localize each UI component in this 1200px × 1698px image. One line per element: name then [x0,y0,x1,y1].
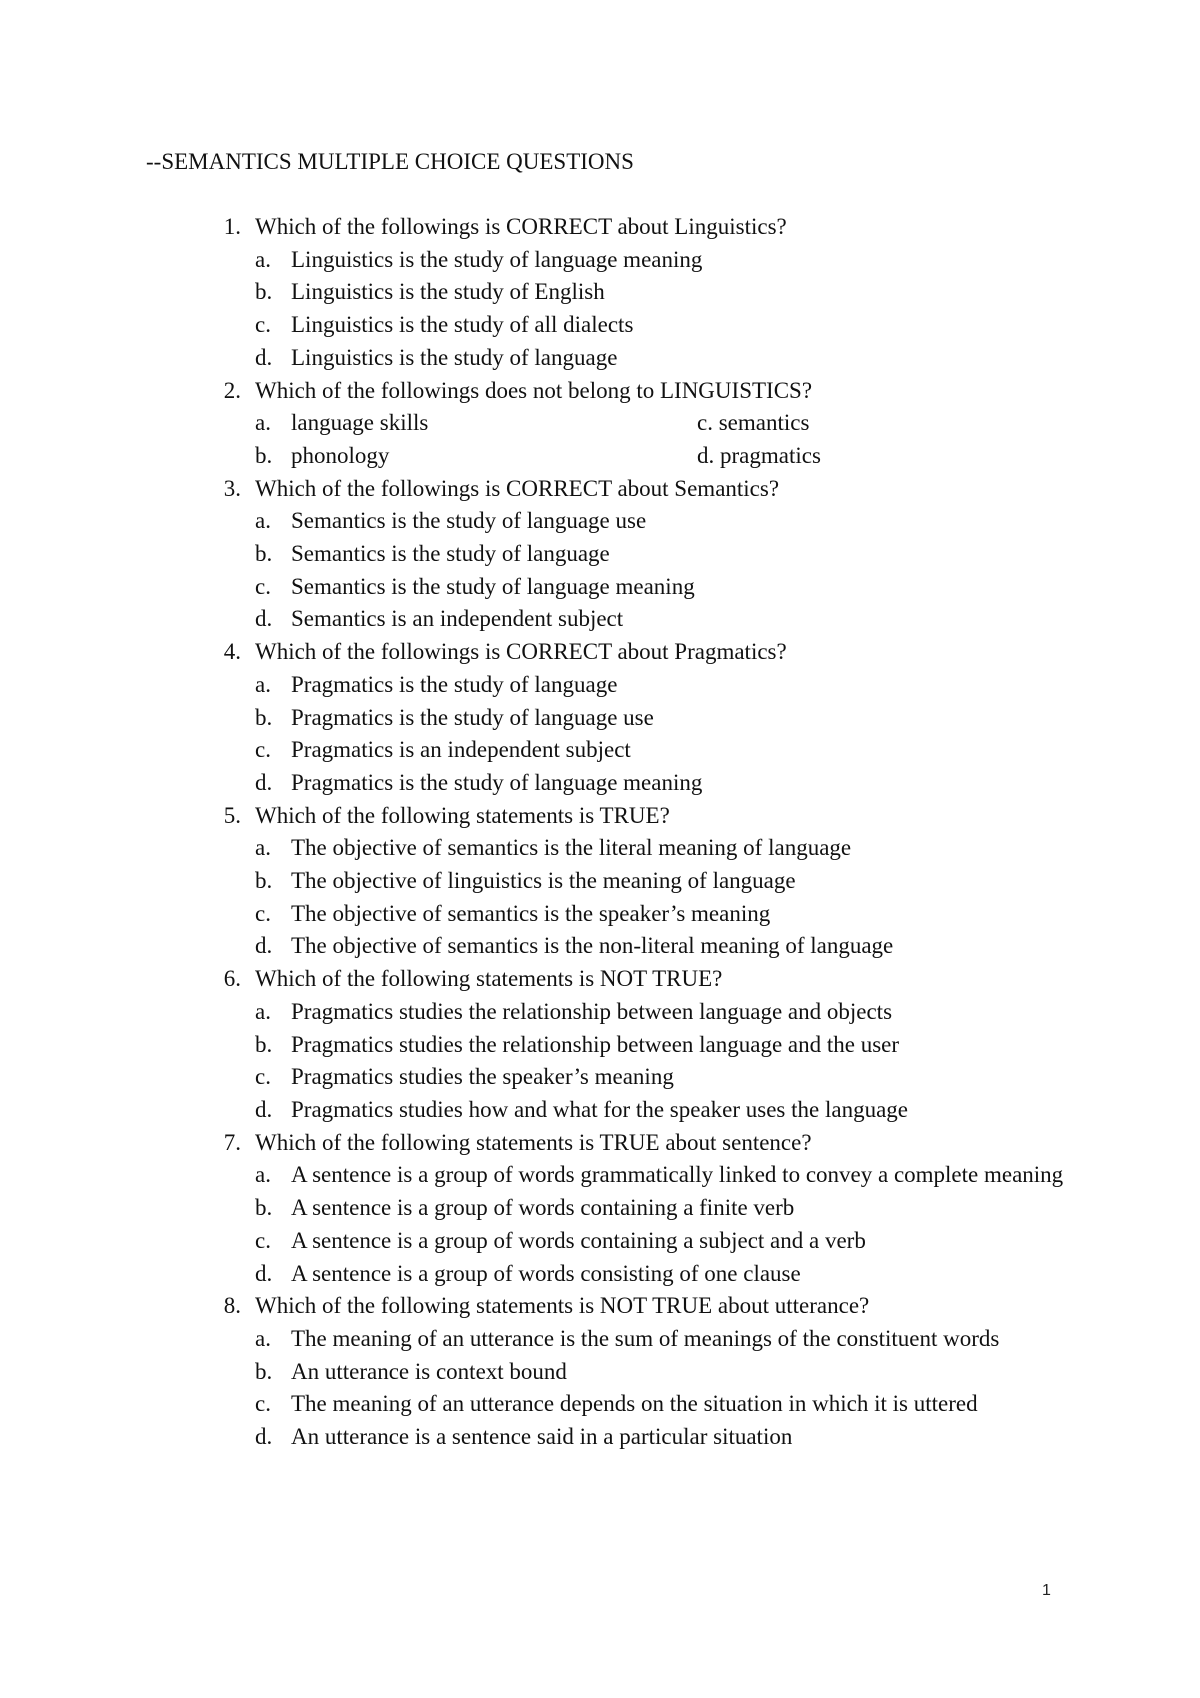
option-letter: b. [255,1358,273,1384]
option-text: Pragmatics studies the relationship between language and objects [291,998,893,1024]
option-letter: a. [255,835,271,861]
question-number: 4. [223,639,241,665]
page-title: --SEMANTICS MULTIPLE CHOICE QUESTIONS [146,149,634,174]
option-letter: a. [255,508,271,534]
question-5 [215,800,1065,964]
question-text: Which of the followings is CORRECT about Semantics? [255,475,780,501]
option-item [255,407,697,440]
option-text: An utterance is context bound [291,1358,567,1384]
question-text: Which of the following statements is NOT TRUE about utterance? [255,1293,870,1319]
option-text: Pragmatics studies how and what for the speaker uses the language [291,1096,908,1122]
option-item [255,1225,1065,1258]
option-item [255,276,1065,309]
option-letter: c. [255,737,271,763]
option-text: semantics [718,410,810,436]
option-letter: a. [255,998,271,1024]
question-text: Which of the following statements is TRUE? [255,802,670,828]
option-item [255,1192,1065,1225]
option-letter: c. [697,410,713,436]
question-number: 2. [223,377,241,403]
option-list [255,244,1065,375]
question-list [215,211,1065,1454]
option-text: The objective of semantics is the speaker’s meaning [291,900,771,926]
option-letter: a. [255,246,271,272]
question-7 [215,1127,1065,1291]
option-list [255,996,1065,1127]
option-letter: d. [255,1424,273,1450]
question-4 [215,636,1065,800]
option-letter: b. [255,442,273,468]
option-list [255,1323,1065,1454]
question-2 [215,375,1065,473]
option-item [255,865,1065,898]
option-text: An utterance is a sentence said in a particular situation [291,1424,793,1450]
option-text: Pragmatics is the study of language meaning [291,769,703,795]
option-item [255,538,1065,571]
option-text: A sentence is a group of words containing a subject and a verb [291,1227,866,1253]
option-item [255,930,1065,963]
option-item [255,309,1065,342]
option-list [255,669,1065,800]
question-3 [215,473,1065,637]
option-list [255,505,1065,636]
option-item [255,244,1065,277]
option-text: A sentence is a group of words grammatically linked to convey a complete meaning [291,1162,1064,1188]
question-1 [215,211,1065,375]
option-item [255,505,1065,538]
question-number: 1. [223,214,241,239]
option-item [255,440,697,473]
option-item [255,767,1065,800]
option-item [255,702,1065,735]
option-item [255,1094,1065,1127]
option-letter: c. [255,1391,271,1417]
question-number: 8. [223,1293,241,1319]
option-letter: b. [255,704,273,730]
option-text: pragmatics [720,442,821,468]
option-letter: b. [255,1195,273,1221]
option-letter: c. [255,1227,271,1253]
option-letter: a. [255,1162,271,1188]
option-text: A sentence is a group of words containing a finite verb [291,1195,795,1221]
option-text: Linguistics is the study of English [291,279,605,305]
option-text: The meaning of an utterance is the sum of meanings of the constituent words [291,1325,1000,1351]
option-item [697,440,1065,473]
option-letter: c. [255,573,271,599]
option-item [255,1029,1065,1062]
option-text: Semantics is the study of language use [291,508,647,534]
option-text: Semantics is the study of language meaning [291,573,695,599]
option-grid [255,407,1065,472]
option-text: Pragmatics studies the relationship between language and the user [291,1031,900,1057]
option-letter: a. [255,671,271,697]
option-item [255,898,1065,931]
option-letter: d. [255,933,273,959]
option-text: Linguistics is the study of all dialects [291,312,634,338]
option-letter: d. [255,1260,273,1286]
option-item [255,1061,1065,1094]
option-text: A sentence is a group of words consisting of one clause [291,1260,801,1286]
option-letter: a. [255,410,271,436]
option-item [255,342,1065,375]
option-letter: d. [255,606,273,632]
option-letter: a. [255,1325,271,1351]
question-text: Which of the following statements is TRUE about sentence? [255,1129,812,1155]
option-item [697,407,1065,440]
option-text: The objective of semantics is the literal meaning of language [291,835,852,861]
option-text: phonology [291,442,390,468]
option-text: Pragmatics is the study of language [291,671,618,697]
question-number: 3. [223,475,241,501]
option-text: Linguistics is the study of language meaning [291,246,703,272]
option-item [255,1421,1065,1454]
option-item [255,571,1065,604]
option-text: The meaning of an utterance depends on the situation in which it is uttered [291,1391,978,1417]
option-text: Pragmatics is the study of language use [291,704,654,730]
question-6 [215,963,1065,1127]
option-letter: c. [255,1064,271,1090]
option-item [255,1159,1065,1192]
option-item [255,669,1065,702]
option-item [255,1388,1065,1421]
option-letter: b. [255,541,273,567]
option-text: Semantics is an independent subject [291,606,624,632]
option-item [255,1356,1065,1389]
question-text: Which of the followings does not belong to LINGUISTICS? [255,377,813,403]
question-number: 6. [223,966,241,992]
option-item [255,1258,1065,1291]
question-text: Which of the following statements is NOT TRUE? [255,966,723,992]
option-letter: d. [255,1096,273,1122]
option-letter: c. [255,312,271,338]
option-letter: d. [255,344,273,370]
option-text: The objective of linguistics is the meaning of language [291,868,796,894]
page-number: 1 [1042,1582,1051,1599]
option-text: Linguistics is the study of language [291,344,618,370]
option-letter: d. [697,442,715,468]
option-text: The objective of semantics is the non-literal meaning of language [291,933,894,959]
option-letter: c. [255,900,271,926]
option-text: Pragmatics studies the speaker’s meaning [291,1064,674,1090]
option-item [255,603,1065,636]
option-list [255,1159,1065,1290]
question-text: Which of the followings is CORRECT about Pragmatics? [255,639,787,665]
option-list [255,832,1065,963]
option-letter: b. [255,868,273,894]
option-letter: d. [255,769,273,795]
option-item [255,832,1065,865]
option-letter: b. [255,279,273,305]
question-number: 5. [223,802,241,828]
option-item [255,734,1065,767]
option-text: language skills [291,410,429,436]
option-item [255,996,1065,1029]
option-item [255,1323,1065,1356]
option-letter: b. [255,1031,273,1057]
question-number: 7. [223,1129,241,1155]
option-text: Pragmatics is an independent subject [291,737,631,763]
option-text: Semantics is the study of language [291,541,610,567]
question-text: Which of the followings is CORRECT about Linguistics? [255,214,787,239]
question-8 [215,1290,1065,1454]
